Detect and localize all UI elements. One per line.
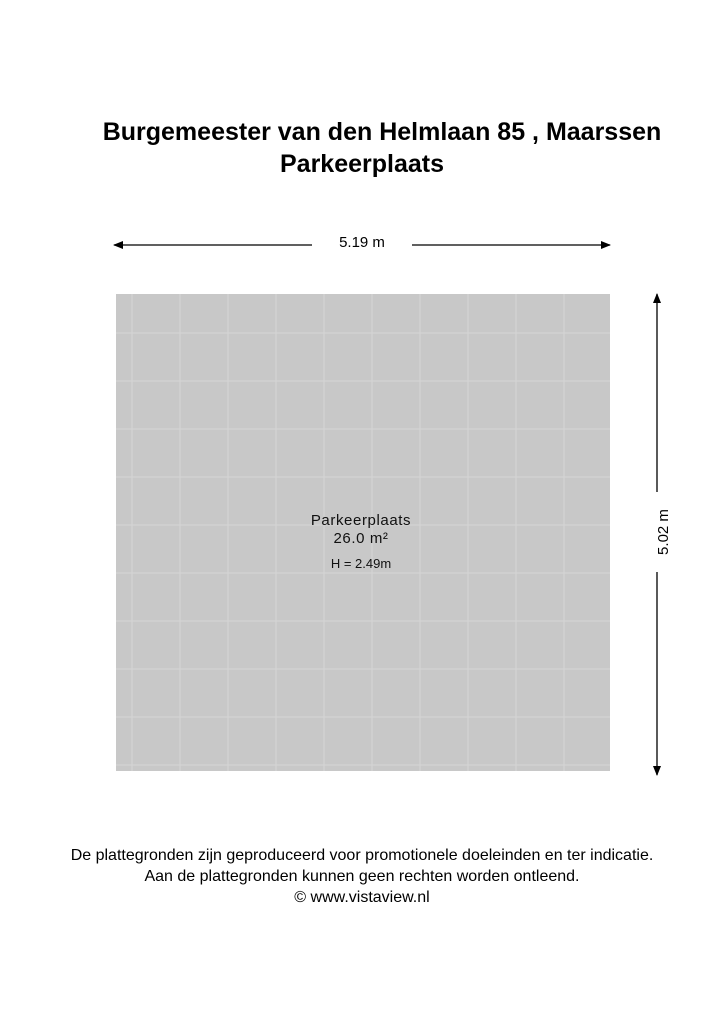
- floor-title: Parkeerplaats: [279, 150, 444, 178]
- disclaimer-line-2: Aan de plattegronden kunnen geen rechten worden ontleend.: [144, 868, 580, 885]
- copyright-link[interactable]: © www.vistaview.nl: [294, 889, 430, 906]
- width-dimension-label: 5.19 m: [312, 234, 412, 251]
- room-height: H = 2.49m: [330, 556, 392, 571]
- address-title: Burgemeester van den Helmlaan 85 , Maarssen: [102, 118, 662, 146]
- room-name: Parkeerplaats: [310, 512, 412, 529]
- depth-dimension-label: 5.02 m: [652, 492, 676, 572]
- disclaimer-line-1: De plattegronden zijn geproduceerd voor promotionele doeleinden en ter indicatie.: [70, 847, 654, 864]
- room-area: 26.0 m²: [333, 530, 389, 547]
